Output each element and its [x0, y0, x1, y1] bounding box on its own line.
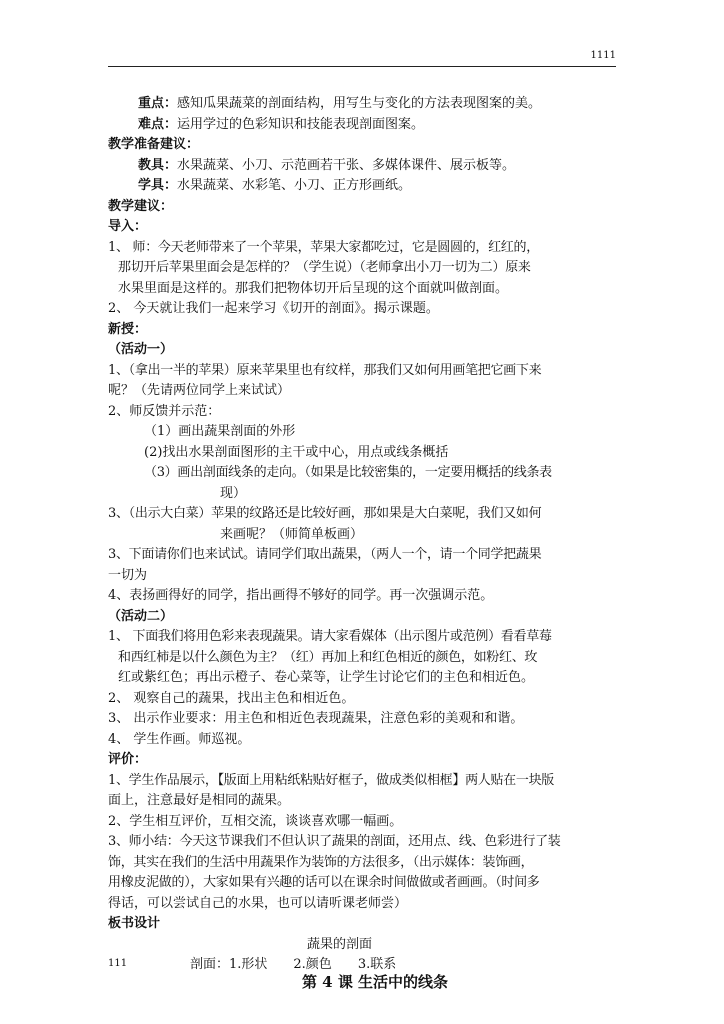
intro-paragraph-1: 1、 师：今天老师带来了一个苹果，苹果大家都吃过，它是圆圆的，红红的，: [108, 239, 539, 255]
difficulty-label: 难点：: [138, 116, 178, 132]
eval-item: 1、学生作品展示，【版面上用粘纸粘贴好框子，做成类似相框】两人贴在一块版: [108, 772, 554, 788]
intro-paragraph-1: 那切开后苹果里面会是怎样的？（学生说）（老师拿出小刀一切为二）原来: [118, 260, 531, 275]
activity1-item: 4、表扬画得好的同学，指出画得不够好的同学。再一次强调示范。: [108, 588, 494, 603]
activity2-item: 3、 出示作业要求：用主色和相近色表现蔬果，注意色彩的美观和和谐。: [108, 711, 524, 726]
prep-heading: 教学准备建议：: [108, 137, 200, 152]
student-tools-label: 学具：: [138, 178, 178, 193]
intro-paragraph-1: 水果里面是这样的。那我们把物体切开后呈现的这个面就叫做剖面。: [118, 280, 509, 296]
board-heading: 板书设计: [108, 916, 161, 931]
next-lesson-title: 第 4 课 生活中的线条: [301, 972, 449, 991]
header-rule: [108, 66, 616, 67]
activity2-item: 1、 下面我们将用色彩来表现蔬果。请大家看媒体（出示图片或范例）看看草莓: [108, 629, 552, 644]
teacher-tools-text: 水果蔬菜、小刀、示范画若干张、多媒体课件、展示板等。: [177, 157, 516, 173]
intro-paragraph-2: 2、 今天就让我们一起来学习《切开的剖面》。揭示课题。: [108, 301, 439, 316]
eval-item: 2、学生相互评价，互相交流，谈谈喜欢哪一幅画。: [108, 813, 403, 829]
activity1-subitem: (2)找出水果剖面图形的主干或中心，用点或线条概括: [144, 444, 449, 460]
activity1-subitem: （1）画出蔬果剖面的外形: [144, 424, 296, 439]
activity2-heading: （活动二）: [108, 608, 174, 624]
footer-page-number: 111: [108, 958, 128, 969]
focus-line: [108, 94, 622, 115]
board-item-shape: 剖面：1.形状: [190, 957, 268, 972]
activity1-item: 2、师反馈并示范：: [108, 403, 221, 419]
activity2-item: 4、 学生作画。师巡视。: [108, 731, 251, 747]
document-body: [108, 94, 622, 992]
board-title: 蔬果的剖面: [307, 936, 373, 952]
activity1-subitem: 现）: [220, 485, 247, 501]
activity1-heading: （活动一）: [108, 342, 174, 357]
eval-item: 3、师小结：今天这节课我们不但认识了蔬果的剖面，还用点、线、色彩进行了装: [108, 834, 561, 849]
eval-item: 用橡皮泥做的），大家如果有兴趣的话可以在课余时间做做或者画画。（时间多: [108, 875, 540, 890]
activity2-item: 2、 观察自己的蔬果，找出主色和相近色。: [108, 690, 355, 706]
activity1-item: 一切为: [108, 567, 148, 583]
activity1-item: 1、（拿出一半的苹果）原来苹果里也有纹样，那我们又如何用画笔把它画下来: [108, 362, 542, 378]
board-item-color: 2.颜色: [293, 957, 332, 972]
focus-label: 重点：: [138, 96, 178, 111]
activity1-item: 3、（出示大白菜）苹果的纹路还是比较好画，那如果是大白菜呢，我们又如何: [108, 506, 542, 521]
teacher-tools-label: 教具：: [138, 157, 178, 173]
activity1-item: 呢？（先请两位同学上来试试）: [108, 383, 291, 398]
eval-heading: 评价：: [108, 752, 148, 767]
activity1-item: 来画呢？（师简单板画）: [220, 526, 364, 542]
difficulty-line: [108, 115, 622, 136]
activity1-subitem: （3）画出剖面线条的走向。（如果是比较密集的，一定要用概括的线条表: [144, 465, 552, 480]
board-item-link: 3.联系: [357, 957, 397, 972]
focus-text: 感知瓜果蔬菜的剖面结构，用写生与变化的方法表现图案的美。: [177, 96, 542, 111]
eval-item: 饰，其实在我们的生活中用蔬果作为装饰的方法很多，（出示媒体：装饰画，: [108, 854, 534, 870]
teacher-tools-line: [108, 156, 622, 177]
header-page-number: 1111: [590, 50, 616, 61]
new-heading: 新授：: [108, 321, 148, 337]
eval-item: 面上，注意最好是相同的蔬果。: [108, 793, 291, 808]
intro-heading: 导入：: [108, 219, 148, 234]
difficulty-text: 运用学过的色彩知识和技能表现剖面图案。: [177, 116, 425, 132]
student-tools-text: 水果蔬菜、水彩笔、小刀、正方形画纸。: [177, 178, 412, 193]
suggestion-heading: 教学建议：: [108, 198, 174, 214]
activity2-item: 红或紫红色；再出示橙子、卷心菜等，让学生讨论它们的主色和相近色。: [118, 670, 535, 685]
activity1-item: 3、下面请你们也来试试。请同学们取出蔬果，（两人一个，请一个同学把蔬果: [108, 547, 542, 562]
eval-item: 得话，可以尝试自己的水果，也可以请听课老师尝）: [108, 895, 408, 911]
student-tools-line: [108, 176, 622, 197]
activity2-item: 和西红柿是以什么颜色为主？（红）再加上和红色相近的颜色，如粉红、玫: [118, 649, 538, 665]
